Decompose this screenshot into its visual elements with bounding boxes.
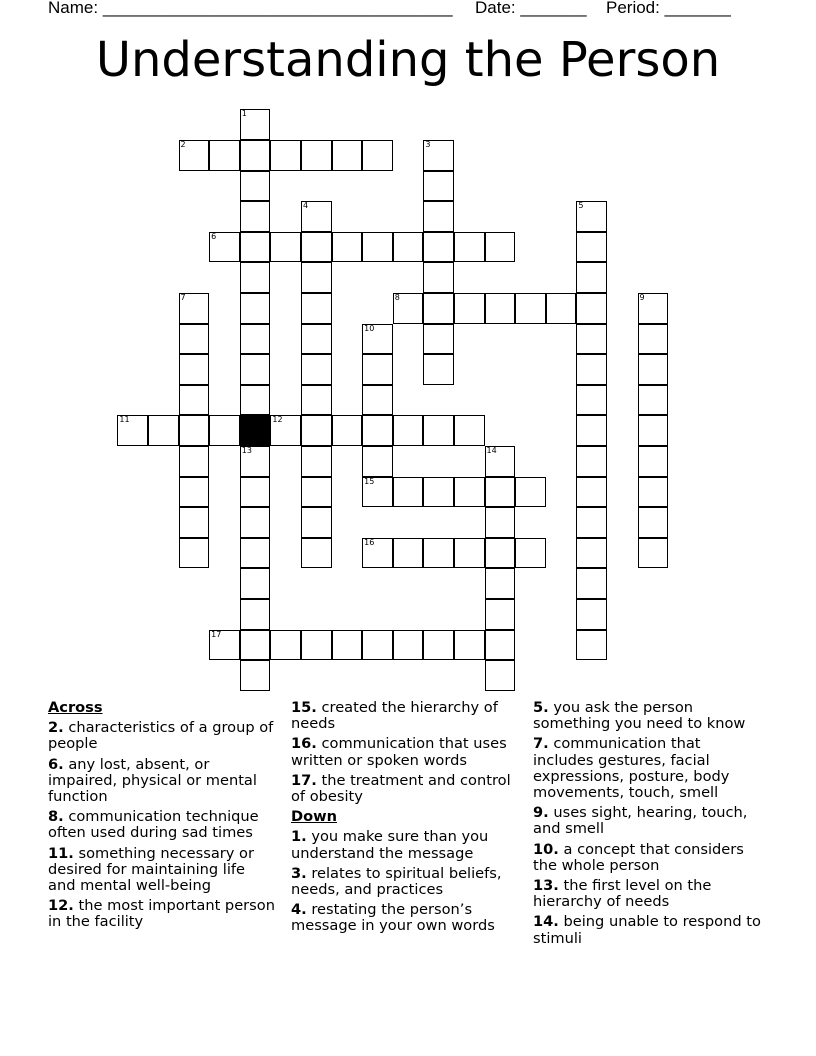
crossword-cell[interactable] xyxy=(240,568,271,599)
crossword-cell[interactable] xyxy=(362,477,393,508)
crossword-cell[interactable] xyxy=(148,415,179,446)
crossword-cell[interactable] xyxy=(454,538,485,569)
name-blank[interactable]: _____________________________________ xyxy=(102,0,453,17)
clue-number: 17 xyxy=(211,629,222,639)
crossword-cell[interactable] xyxy=(423,201,454,232)
date-blank[interactable]: _______ xyxy=(520,0,587,17)
crossword-cell[interactable] xyxy=(240,538,271,569)
crossword-cell[interactable] xyxy=(362,415,393,446)
crossword-cell[interactable] xyxy=(240,324,271,355)
crossword-cell[interactable] xyxy=(362,232,393,263)
crossword-cell[interactable] xyxy=(454,293,485,324)
crossword-cell[interactable] xyxy=(393,232,424,263)
clue-down-9: 9. uses sight, hearing, touch, and smell xyxy=(533,804,748,838)
crossword-cell[interactable] xyxy=(638,477,669,508)
crossword-cell[interactable] xyxy=(240,385,271,416)
crossword-cell[interactable] xyxy=(576,354,607,385)
clue-number: 10 xyxy=(364,323,375,333)
crossword-cell[interactable] xyxy=(485,232,516,263)
clue-number: 8 xyxy=(394,292,400,302)
crossword-cell[interactable] xyxy=(301,630,332,661)
period-label: Period: xyxy=(606,0,660,17)
clue-across-17: 17. the treatment and control of obesity xyxy=(291,771,511,806)
clue-across-12: 12. the most important person in the facility xyxy=(48,897,275,931)
crossword-cell[interactable] xyxy=(301,507,332,538)
crossword-cell[interactable] xyxy=(423,538,454,569)
crossword-cell[interactable] xyxy=(393,293,424,324)
crossword-cell[interactable] xyxy=(485,507,516,538)
crossword-cell[interactable] xyxy=(301,262,332,293)
crossword-cell[interactable] xyxy=(576,568,607,599)
crossword-cell[interactable] xyxy=(485,446,516,477)
crossword-cell[interactable] xyxy=(515,477,546,508)
crossword-cell[interactable] xyxy=(423,140,454,171)
crossword-cell[interactable] xyxy=(301,201,332,232)
crossword-cell[interactable] xyxy=(240,630,271,661)
crossword-cell[interactable] xyxy=(301,354,332,385)
crossword-cell[interactable] xyxy=(179,415,210,446)
crossword-cell[interactable] xyxy=(454,232,485,263)
crossword-cell[interactable] xyxy=(240,201,271,232)
crossword-cell[interactable] xyxy=(454,477,485,508)
crossword-cell[interactable] xyxy=(179,324,210,355)
crossword-cell[interactable] xyxy=(638,446,669,477)
crossword-cell[interactable] xyxy=(332,232,363,263)
crossword-cell[interactable] xyxy=(546,293,577,324)
clue-number: 9 xyxy=(639,292,645,302)
crossword-cell[interactable] xyxy=(240,477,271,508)
crossword-cell[interactable] xyxy=(301,385,332,416)
clue-number: 12 xyxy=(272,415,283,425)
period-blank[interactable]: _______ xyxy=(664,0,731,17)
down-heading: Down xyxy=(291,808,338,826)
crossword-cell[interactable] xyxy=(240,171,271,202)
crossword-cell[interactable] xyxy=(576,599,607,630)
crossword-block xyxy=(240,415,271,446)
crossword-cell[interactable] xyxy=(240,446,271,477)
crossword-cell[interactable] xyxy=(576,507,607,538)
crossword-cell[interactable] xyxy=(485,660,516,691)
crossword-cell[interactable] xyxy=(576,415,607,446)
crossword-cell[interactable] xyxy=(179,293,210,324)
clue-number: 15 xyxy=(364,476,375,486)
crossword-cell[interactable] xyxy=(240,660,271,691)
crossword-cell[interactable] xyxy=(423,415,454,446)
clue-down-3: 3. relates to spiritual beliefs, needs, and practices xyxy=(291,864,502,899)
crossword-cell[interactable] xyxy=(423,293,454,324)
down-clues-column xyxy=(533,700,761,951)
crossword-cell[interactable] xyxy=(638,415,669,446)
clue-number: 5 xyxy=(578,201,584,211)
clue-across-16: 16. communication that uses written or spoken words xyxy=(291,735,507,769)
crossword-cell[interactable] xyxy=(362,140,393,171)
crossword-cell[interactable] xyxy=(240,262,271,293)
crossword-cell[interactable] xyxy=(454,415,485,446)
crossword-cell[interactable] xyxy=(301,324,332,355)
crossword-cell[interactable] xyxy=(362,324,393,355)
across-heading: Across xyxy=(48,699,103,716)
clue-number: 3 xyxy=(425,139,431,149)
clue-number: 13 xyxy=(241,445,252,455)
clue-number: 11 xyxy=(119,415,130,425)
crossword-cell[interactable] xyxy=(301,477,332,508)
crossword-cell[interactable] xyxy=(209,415,240,446)
crossword-cell[interactable] xyxy=(576,385,607,416)
crossword-cell[interactable] xyxy=(423,354,454,385)
crossword-cell[interactable] xyxy=(576,232,607,263)
crossword-cell[interactable] xyxy=(638,538,669,569)
crossword-cell[interactable] xyxy=(301,232,332,263)
clue-number: 7 xyxy=(180,292,186,302)
crossword-cell[interactable] xyxy=(576,538,607,569)
crossword-cell[interactable] xyxy=(362,385,393,416)
crossword-cell[interactable] xyxy=(240,507,271,538)
clue-down-10: 10. a concept that considers the whole person xyxy=(533,840,744,874)
crossword-cell[interactable] xyxy=(485,538,516,569)
crossword-cell[interactable] xyxy=(209,630,240,661)
clue-down-1: 1. you make sure than you understand the message xyxy=(291,828,489,862)
crossword-cell[interactable] xyxy=(362,538,393,569)
clue-across-8: 8. communication technique often used during sad times xyxy=(48,808,259,842)
crossword-cell[interactable] xyxy=(485,630,516,661)
crossword-cell[interactable] xyxy=(240,354,271,385)
crossword-cell[interactable] xyxy=(423,630,454,661)
crossword-cell[interactable] xyxy=(576,630,607,661)
crossword-cell[interactable] xyxy=(240,109,271,140)
crossword-cell[interactable] xyxy=(638,293,669,324)
crossword-cell[interactable] xyxy=(576,262,607,293)
crossword-cell[interactable] xyxy=(362,630,393,661)
crossword-cell[interactable] xyxy=(362,354,393,385)
crossword-cell[interactable] xyxy=(301,415,332,446)
crossword-cell[interactable] xyxy=(332,415,363,446)
crossword-cell[interactable] xyxy=(638,354,669,385)
date-label: Date: xyxy=(475,0,516,17)
crossword-cell[interactable] xyxy=(240,599,271,630)
crossword-cell[interactable] xyxy=(240,140,271,171)
clue-number: 14 xyxy=(486,445,497,455)
crossword-cell[interactable] xyxy=(423,232,454,263)
page-title: Understanding the Person xyxy=(95,32,721,88)
clue-down-4: 4. restating the person’s message in your own words xyxy=(291,901,495,935)
clue-number: 4 xyxy=(302,201,309,211)
crossword-cell[interactable] xyxy=(209,232,240,263)
clue-across-2: 2. characteristics of a group of people xyxy=(48,719,274,753)
crossword-cell[interactable] xyxy=(576,201,607,232)
crossword-cell[interactable] xyxy=(423,477,454,508)
across-clues-column xyxy=(48,700,276,935)
crossword-cell[interactable] xyxy=(179,507,210,538)
crossword-cell[interactable] xyxy=(638,324,669,355)
crossword-cell[interactable] xyxy=(179,538,210,569)
crossword-cell[interactable] xyxy=(301,140,332,171)
crossword-cell[interactable] xyxy=(362,446,393,477)
crossword-cell[interactable] xyxy=(393,630,424,661)
clue-down-5: 5. you ask the person something you need to know xyxy=(533,699,746,733)
crossword-cell[interactable] xyxy=(393,538,424,569)
clue-down-14: 14. being unable to respond to stimuli xyxy=(533,913,761,947)
clue-number: 6 xyxy=(211,231,217,241)
crossword-cell[interactable] xyxy=(270,140,301,171)
crossword-cell[interactable] xyxy=(638,385,669,416)
crossword-cell[interactable] xyxy=(332,630,363,661)
clue-down-7: 7. communication that includes gestures, facial expressions, posture, body movements, touch, smell xyxy=(533,735,730,802)
clue-across-11: 11. something necessary or desired for maintaining life and mental well-being xyxy=(48,844,254,895)
crossword-cell[interactable] xyxy=(179,140,210,171)
crossword-cell[interactable] xyxy=(423,324,454,355)
crossword-cell[interactable] xyxy=(179,446,210,477)
crossword-cell[interactable] xyxy=(576,446,607,477)
clue-number: 16 xyxy=(364,537,375,547)
crossword-cell[interactable] xyxy=(270,415,301,446)
crossword-cell[interactable] xyxy=(485,477,516,508)
crossword-cell[interactable] xyxy=(393,415,424,446)
crossword-cell[interactable] xyxy=(240,293,271,324)
clue-across-15: 15. created the hierarchy of needs xyxy=(291,699,498,733)
clue-across-6: 6. any lost, absent, or impaired, physical or mental function xyxy=(48,755,257,806)
mixed-clues-column xyxy=(291,700,519,939)
crossword-cell[interactable] xyxy=(638,507,669,538)
clue-down-13: 13. the first level on the hierarchy of needs xyxy=(533,877,712,911)
crossword-cell[interactable] xyxy=(485,293,516,324)
crossword-cell[interactable] xyxy=(301,446,332,477)
crossword-cell[interactable] xyxy=(270,232,301,263)
crossword-cell[interactable] xyxy=(485,568,516,599)
crossword-cell[interactable] xyxy=(301,538,332,569)
crossword-cell[interactable] xyxy=(576,324,607,355)
crossword-cell[interactable] xyxy=(117,415,148,446)
crossword-cell[interactable] xyxy=(301,293,332,324)
crossword-cell[interactable] xyxy=(179,385,210,416)
crossword-cell[interactable] xyxy=(270,630,301,661)
crossword-cell[interactable] xyxy=(423,171,454,202)
crossword-cell[interactable] xyxy=(179,354,210,385)
crossword-cell[interactable] xyxy=(332,140,363,171)
crossword-cell[interactable] xyxy=(393,477,424,508)
name-label: Name: xyxy=(48,0,99,17)
clue-number: 2 xyxy=(180,139,186,149)
crossword-cell[interactable] xyxy=(179,477,210,508)
crossword-cell[interactable] xyxy=(454,630,485,661)
crossword-cell[interactable] xyxy=(485,599,516,630)
crossword-cell[interactable] xyxy=(515,293,546,324)
crossword-cell[interactable] xyxy=(209,140,240,171)
crossword-cell[interactable] xyxy=(576,477,607,508)
crossword-cell[interactable] xyxy=(423,262,454,293)
crossword-cell[interactable] xyxy=(576,293,607,324)
crossword-cell[interactable] xyxy=(240,232,271,263)
crossword-cell[interactable] xyxy=(515,538,546,569)
clue-number: 1 xyxy=(241,109,247,119)
